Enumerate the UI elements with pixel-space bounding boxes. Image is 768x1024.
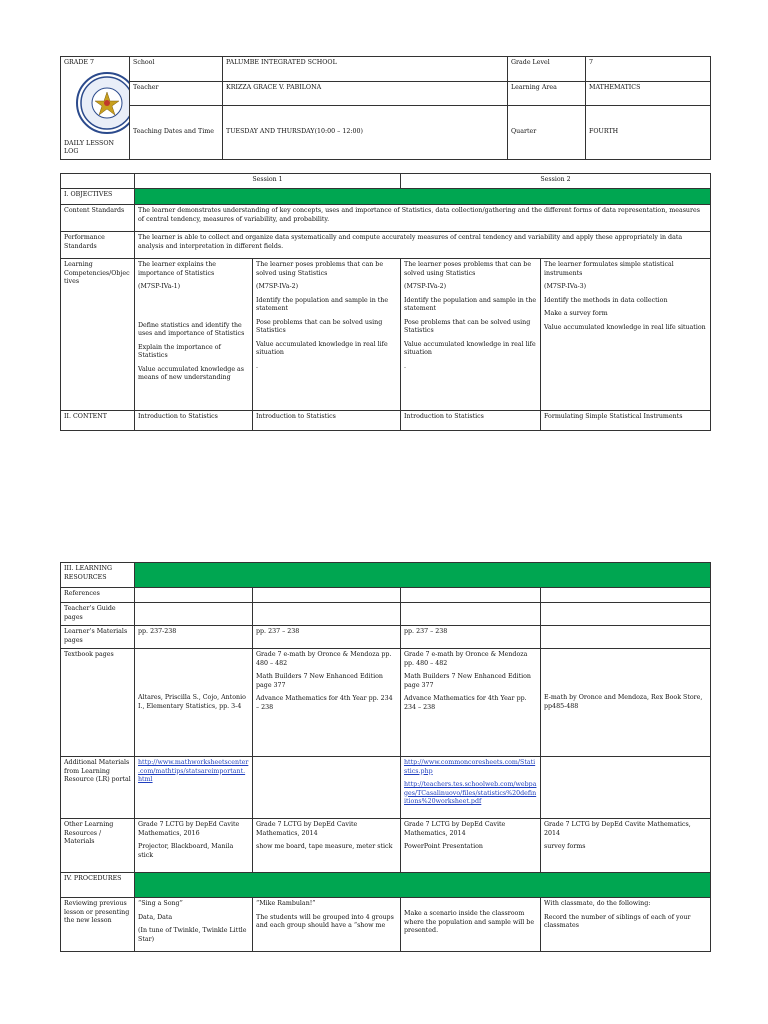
session-1-heading: Session 1 bbox=[135, 174, 401, 189]
competency-text: Value accumulated knowledge in real life situation bbox=[404, 340, 536, 356]
other-text: Grade 7 LCTG by DepEd Cavite Mathematics, 2016 bbox=[138, 821, 240, 837]
textbook-text: Math Builders 7 New Enhanced Edition page 377 bbox=[256, 673, 383, 689]
teacher-label: Teacher bbox=[130, 81, 223, 106]
reviewing-cell-2 bbox=[253, 898, 401, 952]
reviewing-text: The students will be grouped into 4 groups and each group should have a “show me bbox=[256, 913, 394, 929]
additional-cell-3 bbox=[401, 757, 541, 819]
competency-text: Identify the population and sample in the statement bbox=[256, 296, 389, 312]
other-cell-1 bbox=[135, 819, 253, 873]
learners-materials-label: Learner’s Materials pages bbox=[61, 626, 135, 649]
additional-cell-1 bbox=[135, 757, 253, 819]
textbook-cell-2 bbox=[253, 649, 401, 757]
content-cell: Introduction to Statistics bbox=[253, 411, 401, 431]
grade-level-label: Grade Level bbox=[508, 57, 586, 82]
other-text: survey forms bbox=[544, 843, 586, 850]
grade-level-value: 7 bbox=[586, 57, 711, 82]
quarter-value: FOURTH bbox=[586, 106, 711, 159]
competency-code: (M7SP-IVa-2) bbox=[256, 283, 299, 290]
content-cell: Formulating Simple Statistical Instruments bbox=[541, 411, 711, 431]
textbook-text: Grade 7 e-math by Oronce & Mendoza pp. 480 – 482 bbox=[404, 651, 528, 667]
school-value: PALUMBE INTEGRATED SCHOOL bbox=[223, 57, 508, 82]
school-label: School bbox=[130, 57, 223, 82]
competency-text: Value accumulated knowledge as means of new understanding bbox=[138, 365, 245, 381]
learners-materials-cell: pp. 237-238 bbox=[135, 626, 253, 649]
competency-text: The learner formulates simple statistical instruments bbox=[544, 261, 674, 277]
content-standards-label: Content Standards bbox=[61, 205, 135, 232]
other-text: Grade 7 LCTG by DepEd Cavite Mathematics, 2014 bbox=[404, 821, 506, 837]
competencies-label: Learning Competencies/Objectives bbox=[61, 259, 135, 411]
performance-standards-label: Performance Standards bbox=[61, 232, 135, 259]
other-text: Grade 7 LCTG by DepEd Cavite Mathematics, 2014 bbox=[256, 821, 358, 837]
reviewing-text: “Mike Rambulan!” bbox=[256, 900, 316, 907]
session-corner bbox=[61, 174, 135, 189]
teacher-value: KRIZZA GRACE V. PABILONA bbox=[223, 81, 508, 106]
competency-text: Value accumulated knowledge in real life situation bbox=[544, 323, 706, 331]
teachers-guide-cell bbox=[135, 603, 253, 626]
other-resources-label: Other Learning Resources / Materials bbox=[61, 819, 135, 873]
commoncoresheets-link[interactable]: http://www.commoncoresheets.com/Statistics.php bbox=[404, 759, 536, 775]
grade-cell bbox=[61, 57, 130, 160]
other-text: Grade 7 LCTG by DepEd Cavite Mathematics, 2014 bbox=[544, 821, 691, 837]
resources-green-bar bbox=[135, 563, 711, 588]
additional-cell-2 bbox=[253, 757, 401, 819]
other-cell-2 bbox=[253, 819, 401, 873]
competency-text: The learner explains the importance of Statistics bbox=[138, 261, 216, 277]
other-text: Projector, Blackboard, Manila stick bbox=[138, 843, 234, 859]
references-cell bbox=[135, 588, 253, 603]
competency-text: Identify the population and sample in the statement bbox=[404, 296, 537, 312]
textbook-text: Grade 7 e-math by Oronce & Mendoza pp. 480 – 482 bbox=[256, 651, 392, 667]
grade-label: GRADE 7 bbox=[64, 59, 94, 66]
textbook-cell-4 bbox=[541, 649, 711, 757]
objectives-label: I. OBJECTIVES bbox=[61, 189, 135, 205]
competency-code: (M7SP-IVa-3) bbox=[544, 283, 587, 290]
deped-seal bbox=[76, 72, 130, 134]
competency-text: Explain the importance of Statistics bbox=[138, 343, 221, 359]
additional-materials-label: Additional Materials from Learning Resource (LR) portal bbox=[61, 757, 135, 819]
reviewing-text: (In tune of Twinkle, Twinkle Little Star) bbox=[138, 927, 247, 943]
reviewing-text: With classmate, do the following: bbox=[544, 900, 651, 907]
other-cell-4 bbox=[541, 819, 711, 873]
reviewing-text: “Sing a Song” bbox=[138, 900, 183, 907]
other-text: show me board, tape measure, meter stick bbox=[256, 843, 393, 850]
header-table bbox=[60, 56, 711, 160]
session-2-heading: Session 2 bbox=[401, 174, 711, 189]
other-cell-3 bbox=[401, 819, 541, 873]
schoolweb-link[interactable]: http://teachers.tes.schoolweb.com/webpages/TCasalinuovo/files/statistics%20definitions%20worksheet.pdf bbox=[404, 781, 537, 805]
competency-code: (M7SP-IVa-2) bbox=[404, 283, 447, 290]
teachers-guide-cell bbox=[253, 603, 401, 626]
textbook-text: Advance Mathematics for 4th Year pp. 234 – 238 bbox=[404, 695, 527, 711]
references-cell bbox=[253, 588, 401, 603]
quarter-label: Quarter bbox=[508, 106, 586, 159]
reviewing-cell-4 bbox=[541, 898, 711, 952]
procedures-green-bar bbox=[135, 873, 711, 898]
additional-cell-4 bbox=[541, 757, 711, 819]
learners-materials-cell: pp. 237 – 238 bbox=[253, 626, 401, 649]
competency-text: The learner poses problems that can be solved using Statistics bbox=[404, 261, 532, 277]
textbook-cell-1 bbox=[135, 649, 253, 757]
textbook-text: Advance Mathematics for 4th Year pp. 234 – 238 bbox=[256, 695, 393, 711]
competencies-cell-3 bbox=[401, 259, 541, 411]
references-label: References bbox=[61, 588, 135, 603]
reviewing-text: Make a scenario inside the classroom where the population and sample will be presented. bbox=[404, 910, 535, 934]
competencies-cell-1 bbox=[135, 259, 253, 411]
competency-text: Make a survey form bbox=[544, 310, 608, 317]
competency-text: Define statistics and identify the uses and importance of Statistics bbox=[138, 321, 245, 337]
dates-value: TUESDAY AND THURSDAY(10:00 – 12:00) bbox=[223, 106, 508, 159]
reviewing-text: Record the number of siblings of each of your classmates bbox=[544, 913, 691, 929]
performance-standards-text: The learner is able to collect and organize data systematically and compute accurately measures of central tendency and variability and apply these appropriately in data analysis and interpretation in different fields. bbox=[135, 232, 711, 259]
content-label: II. CONTENT bbox=[61, 411, 135, 431]
competency-text: Pose problems that can be solved using Statistics bbox=[256, 318, 383, 334]
competencies-cell-2 bbox=[253, 259, 401, 411]
other-text: PowerPoint Presentation bbox=[404, 843, 483, 850]
textbook-text: Math Builders 7 New Enhanced Edition page 377 bbox=[404, 673, 531, 689]
competency-text: The learner poses problems that can be solved using Statistics bbox=[256, 261, 384, 277]
resources-table bbox=[60, 562, 711, 952]
learners-materials-cell bbox=[541, 626, 711, 649]
dll-title-line2: LOG bbox=[64, 148, 79, 155]
learning-resources-label: III. LEARNING RESOURCES bbox=[61, 563, 135, 588]
reviewing-label: Reviewing previous lesson or presenting the new lesson bbox=[61, 898, 135, 952]
references-cell bbox=[401, 588, 541, 603]
competency-text: . bbox=[404, 362, 407, 370]
teachers-guide-cell bbox=[401, 603, 541, 626]
learning-area-value: MATHEMATICS bbox=[586, 81, 711, 106]
competency-text: Value accumulated knowledge in real life situation bbox=[256, 340, 388, 356]
learning-area-label: Learning Area bbox=[508, 81, 586, 106]
dll-title-line1: DAILY LESSON bbox=[64, 139, 114, 147]
procedures-label: IV. PROCEDURES bbox=[61, 873, 135, 898]
competency-text: Identify the methods in data collection bbox=[544, 296, 668, 304]
content-cell: Introduction to Statistics bbox=[401, 411, 541, 431]
textbook-label: Textbook pages bbox=[61, 649, 135, 757]
deped-seal-icon bbox=[78, 74, 130, 132]
competency-code: (M7SP-IVa-1) bbox=[138, 283, 181, 290]
competencies-cell-4 bbox=[541, 259, 711, 411]
competency-text: Pose problems that can be solved using Statistics bbox=[404, 318, 531, 334]
objectives-green-bar bbox=[135, 189, 711, 205]
competency-text: . bbox=[256, 362, 259, 370]
content-standards-text: The learner demonstrates understanding of key concepts, uses and importance of Statistics, data collection/gathering and the different forms of data representation, measures of central tendency, measures of variability, and probability. bbox=[135, 205, 711, 232]
textbook-text: Altares, Priscilla S., Cojo, Antonio I., Elementary Statistics, pp. 3-4 bbox=[138, 694, 246, 710]
reviewing-cell-1 bbox=[135, 898, 253, 952]
teachers-guide-label: Teacher’s Guide pages bbox=[61, 603, 135, 626]
textbook-text: E-math by Oronce and Mendoza, Rex Book Store, pp485-488 bbox=[544, 694, 703, 710]
dates-label: Teaching Dates and Time bbox=[130, 106, 223, 159]
session-table bbox=[60, 173, 711, 431]
mathworksheets-link[interactable]: http://www.mathworksheetscenter.com/mathtips/statsareimportant.html bbox=[138, 759, 249, 783]
textbook-cell-3 bbox=[401, 649, 541, 757]
reviewing-text: Data, Data bbox=[138, 913, 173, 921]
reviewing-cell-3 bbox=[401, 898, 541, 952]
learners-materials-cell: pp. 237 – 238 bbox=[401, 626, 541, 649]
content-cell: Introduction to Statistics bbox=[135, 411, 253, 431]
teachers-guide-cell bbox=[541, 603, 711, 626]
references-cell bbox=[541, 588, 711, 603]
